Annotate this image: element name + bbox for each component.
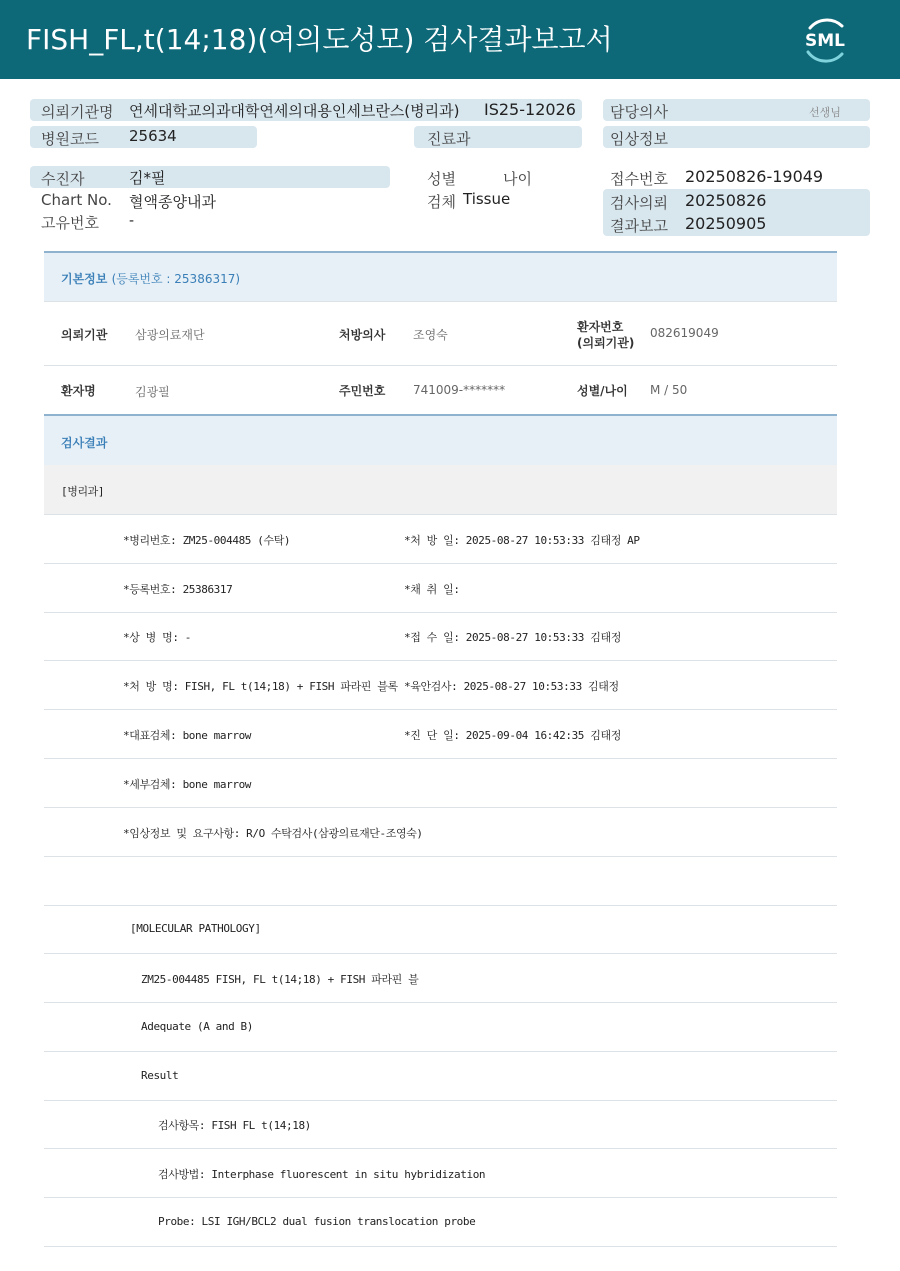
request-number: IS25-12026 bbox=[484, 100, 576, 119]
molecular-line: Result bbox=[141, 1069, 179, 1082]
divider bbox=[44, 1246, 837, 1247]
divider bbox=[44, 365, 837, 366]
unique-no-value: - bbox=[129, 213, 135, 229]
divider bbox=[44, 612, 837, 613]
results-header bbox=[44, 414, 837, 466]
result-field-left: *처 방 명: FISH, FL t(14;18) + FISH 파라핀 블록 bbox=[123, 680, 398, 693]
result-field-left: *병리번호: ZM25-004485 (수탁) bbox=[123, 534, 291, 547]
chart-label: Chart No. bbox=[41, 191, 112, 209]
divider bbox=[44, 1100, 837, 1101]
patient-value: 김*필 bbox=[129, 169, 166, 187]
molecular-line: Probe: LSI IGH/BCL2 dual fusion translocation probe bbox=[158, 1215, 476, 1228]
result-report-label: 결과보고 bbox=[610, 217, 668, 235]
basic-info-title: 기본정보 bbox=[61, 272, 108, 286]
patient-no-label: 환자번호 bbox=[577, 320, 624, 334]
department-label: 진료과 bbox=[427, 130, 471, 148]
result-field-left: *대표검체: bone marrow bbox=[123, 729, 252, 742]
molecular-line: 검사항목: FISH FL t(14;18) bbox=[158, 1119, 311, 1132]
divider bbox=[44, 563, 837, 564]
result-field-right: *접 수 일: 2025-08-27 10:53:33 김태정 bbox=[404, 631, 621, 644]
molecular-line: Adequate (A and B) bbox=[141, 1020, 254, 1033]
sml-logo-text: SML bbox=[805, 31, 845, 51]
result-report-value: 20250905 bbox=[685, 214, 767, 233]
patient-label: 수진자 bbox=[41, 170, 85, 188]
result-field-left: *상 병 명: - bbox=[123, 631, 192, 644]
clinical-info-label: 임상정보 bbox=[610, 130, 668, 148]
dept-label: [병리과] bbox=[61, 485, 105, 498]
age-label: 나이 bbox=[503, 170, 532, 188]
molecular-line: 검사방법: Interphase fluorescent in situ hybridization bbox=[158, 1168, 486, 1181]
receipt-no-value: 20250826-19049 bbox=[685, 167, 824, 186]
institution-value: 연세대학교의과대학연세의대용인세브란스(병리과) bbox=[129, 102, 460, 120]
molecular-line: ZM25-004485 FISH, FL t(14;18) + FISH 파라핀 블 bbox=[141, 973, 419, 986]
rrn-value: 741009-******* bbox=[413, 383, 506, 397]
registration-number: (등록번호 : 25386317) bbox=[111, 272, 241, 286]
result-field-left: *등록번호: 25386317 bbox=[123, 583, 233, 596]
divider bbox=[44, 709, 837, 710]
req-inst-value: 삼광의료재단 bbox=[135, 328, 205, 342]
test-request-label: 검사의뢰 bbox=[610, 194, 668, 212]
sex-age-label: 성별/나이 bbox=[577, 384, 628, 398]
divider bbox=[44, 514, 837, 515]
divider bbox=[44, 1197, 837, 1198]
chart-value: 혈액종양내과 bbox=[129, 193, 216, 211]
result-field-left: *임상정보 및 요구사항: R/O 수탁검사(삼광의료재단-조영숙) bbox=[123, 827, 423, 840]
results-title: 검사결과 bbox=[61, 436, 108, 450]
divider bbox=[44, 660, 837, 661]
hospital-code-label: 병원코드 bbox=[41, 130, 99, 148]
divider bbox=[44, 905, 837, 906]
result-field-right: *처 방 일: 2025-08-27 10:53:33 김태정 AP bbox=[404, 534, 640, 547]
divider bbox=[44, 758, 837, 759]
molecular-line: [MOLECULAR PATHOLOGY] bbox=[130, 922, 261, 935]
result-field-right: *육안검사: 2025-08-27 10:53:33 김태정 bbox=[404, 680, 619, 693]
sex-age-value: M / 50 bbox=[650, 383, 688, 397]
receipt-no-label: 접수번호 bbox=[610, 170, 668, 188]
patient-no-value: 082619049 bbox=[650, 326, 719, 340]
name-value: 김광필 bbox=[135, 385, 170, 399]
test-request-value: 20250826 bbox=[685, 191, 767, 210]
prescriber-label: 처방의사 bbox=[339, 328, 386, 342]
divider bbox=[44, 807, 837, 808]
divider bbox=[44, 301, 837, 302]
sex-label: 성별 bbox=[427, 170, 456, 188]
divider bbox=[44, 1148, 837, 1149]
req-inst-label: 의뢰기관 bbox=[61, 328, 108, 342]
report-banner bbox=[0, 0, 900, 79]
institution-label: 의뢰기관명 bbox=[41, 103, 114, 121]
hospital-code-value: 25634 bbox=[129, 127, 177, 145]
dept-band bbox=[44, 465, 837, 514]
prescriber-value: 조영숙 bbox=[413, 328, 448, 342]
patient-no-sublabel: (의뢰기관) bbox=[577, 336, 635, 350]
result-field-right: *진 단 일: 2025-09-04 16:42:35 김태정 bbox=[404, 729, 621, 742]
doctor-suffix: 선생님 bbox=[809, 106, 841, 119]
result-field-left: *세부검체: bone marrow bbox=[123, 778, 252, 791]
result-field-right: *채 취 일: bbox=[404, 583, 460, 596]
name-label: 환자명 bbox=[61, 384, 96, 398]
specimen-label: 검체 bbox=[427, 193, 456, 211]
report-title: FISH_FL,t(14;18)(여의도성모) 검사결과보고서 bbox=[26, 23, 613, 56]
divider bbox=[44, 1051, 837, 1052]
unique-no-label: 고유번호 bbox=[41, 214, 99, 232]
divider bbox=[44, 1002, 837, 1003]
divider bbox=[44, 953, 837, 954]
specimen-value: Tissue bbox=[463, 190, 511, 208]
rrn-label: 주민번호 bbox=[339, 384, 386, 398]
doctor-label: 담당의사 bbox=[610, 103, 668, 121]
basic-info-header bbox=[44, 251, 837, 302]
divider bbox=[44, 856, 837, 857]
sml-logo-icon bbox=[796, 12, 854, 66]
